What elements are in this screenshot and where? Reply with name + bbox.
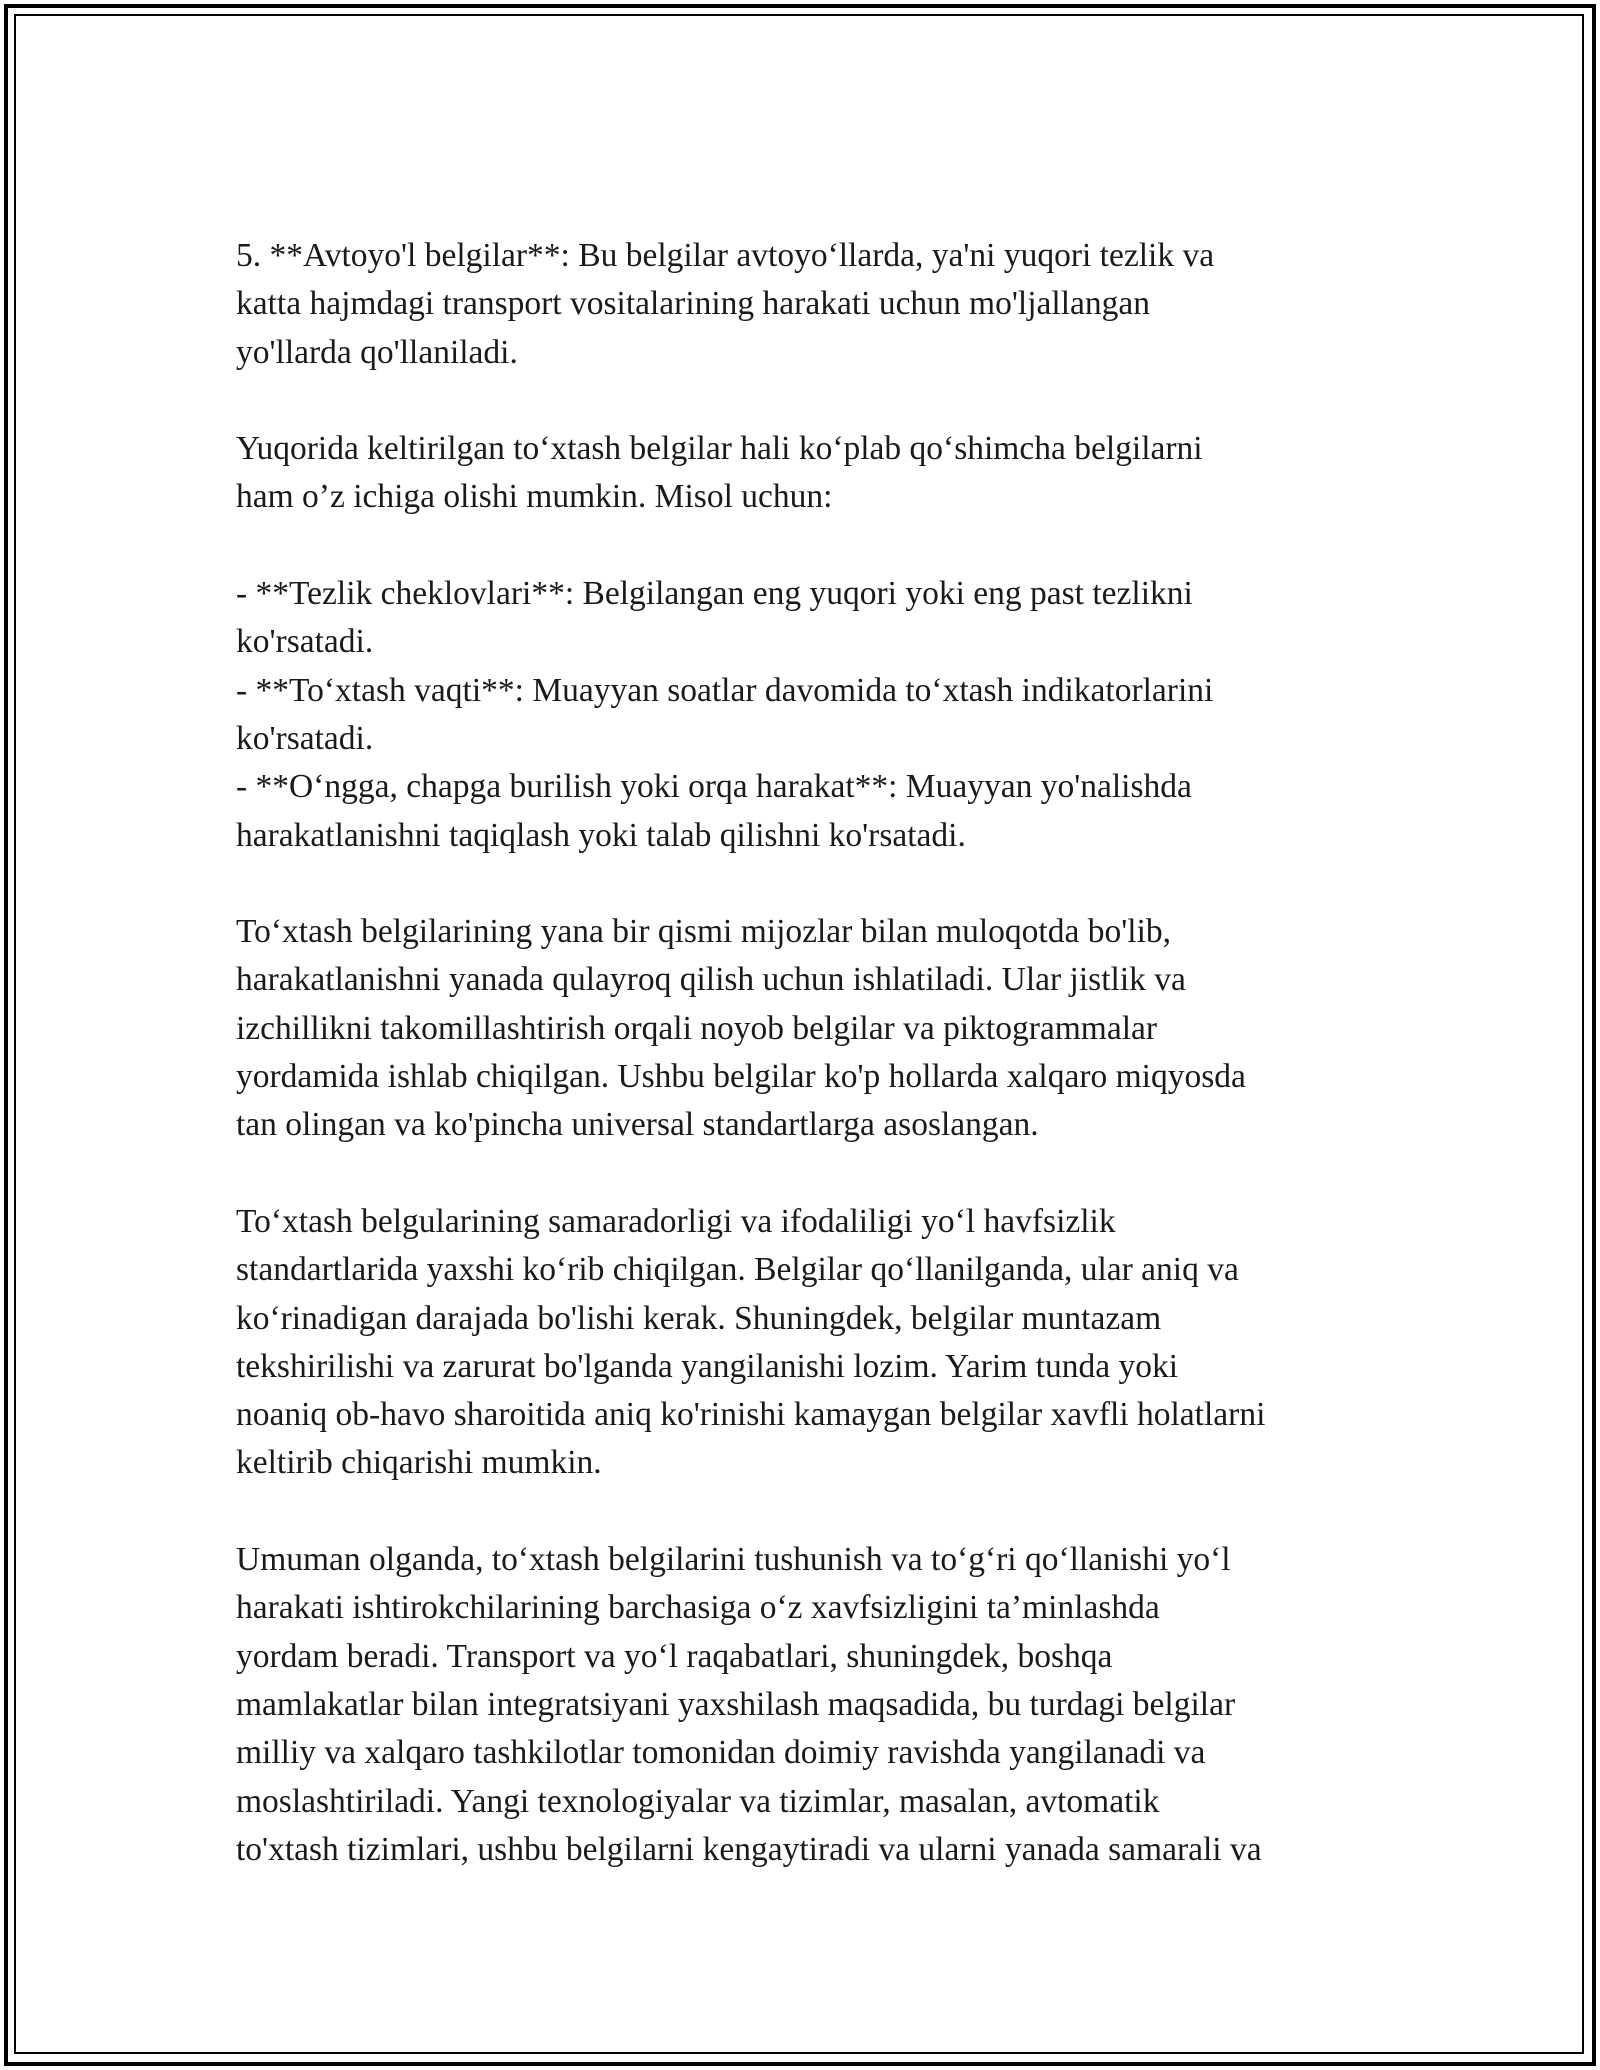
text-line: tekshirilishi va zarurat bo'lganda yangilanishi lozim. Yarim tunda yoki xyxy=(236,1347,1179,1385)
text-line: 5. **Avtoyo'l belgilar**: Bu belgilar avtoyo‘llarda, ya'ni yuqori tezlik va xyxy=(236,237,1215,274)
text-line: ko‘rinadigan darajada bo'lishi kerak. Shuningdek, belgilar muntazam xyxy=(236,1299,1162,1337)
text-line: Yuqorida keltirilgan to‘xtash belgilar hali ko‘plab qo‘shimcha belgilarni xyxy=(236,430,1203,468)
paragraph-effectiveness xyxy=(236,1198,1376,1488)
list-item-turn-restrictions: - **O‘ngga, chapga burilish yoki orqa harakat**: Muayyan yo'nalishda xyxy=(236,768,1192,806)
list-item-parking-time: - **To‘xtash vaqti**: Muayyan soatlar davomida to‘xtash indikatorlarini xyxy=(236,671,1214,709)
list-item-speed-limits: - **Tezlik cheklovlari**: Belgilangan eng yuqori yoki eng past tezlikni xyxy=(236,575,1193,613)
text-line: standartlarida yaxshi ko‘rib chiqilgan. Belgilar qo‘llanilganda, ular aniq va xyxy=(236,1251,1239,1289)
text-line: katta hajmdagi transport vositalarining harakati uchun mo'ljallangan xyxy=(236,285,1150,323)
text-line: harakatlanishni yanada qulayroq qilish uchun ishlatiladi. Ular jistlik va xyxy=(236,961,1186,999)
text-line: noaniq ob-havo sharoitida aniq ko'rinishi kamaygan belgilar xavfli holatlarni xyxy=(236,1396,1266,1434)
text-line: tan olingan va ko'pincha universal standartlarga asoslangan. xyxy=(236,1106,1039,1144)
text-line: izchillikni takomillashtirish orqali noyob belgilar va piktogrammalar xyxy=(236,1009,1158,1047)
text-line: to'xtash tizimlari, ushbu belgilarni kengaytiradi va ularni yanada samarali va xyxy=(236,1830,1262,1868)
list-additional-signs xyxy=(236,570,1376,860)
text-line: To‘xtash belgilarining yana bir qismi mijozlar bilan muloqotda bo'lib, xyxy=(236,913,1172,951)
text-line: mamlakatlar bilan integratsiyani yaxshilash maqsadida, bu turdagi belgilar xyxy=(236,1685,1236,1723)
text-line: ham o’z ichiga olishi mumkin. Misol uchun: xyxy=(236,478,833,516)
paragraph-conclusion xyxy=(236,1536,1376,1874)
text-line: harakatlanishni taqiqlash yoki talab qilishni ko'rsatadi. xyxy=(236,816,966,854)
document-body xyxy=(236,232,1376,1874)
text-line: milliy va xalqaro tashkilotlar tomonidan doimiy ravishda yangilanadi va xyxy=(236,1734,1206,1772)
text-line: yordamida ishlab chiqilgan. Ushbu belgilar ko'p hollarda xalqaro miqyosda xyxy=(236,1058,1246,1096)
paragraph-highway-signs xyxy=(236,232,1376,377)
text-line: harakati ishtirokchilarining barchasiga o‘z xavfsizligini ta’minlashda xyxy=(236,1589,1160,1627)
text-line: keltirib chiqarishi mumkin. xyxy=(236,1444,602,1482)
paragraph-additional-signs-intro xyxy=(236,425,1376,522)
text-line: Umuman olganda, to‘xtash belgilarini tushunish va to‘g‘ri qo‘llanishi yo‘l xyxy=(236,1541,1231,1579)
paragraph-pictograms xyxy=(236,908,1376,1149)
text-line: To‘xtash belgularining samaradorligi va ifodaliligi yo‘l havfsizlik xyxy=(236,1202,1116,1240)
text-line: yo'llarda qo'llaniladi. xyxy=(236,333,518,371)
text-line: yordam beradi. Transport va yo‘l raqabatlari, shuningdek, boshqa xyxy=(236,1637,1113,1675)
text-line: ko'rsatadi. xyxy=(236,623,374,661)
text-line: moslashtiriladi. Yangi texnologiyalar va tizimlar, masalan, avtomatik xyxy=(236,1782,1160,1820)
text-line: ko'rsatadi. xyxy=(236,719,374,757)
